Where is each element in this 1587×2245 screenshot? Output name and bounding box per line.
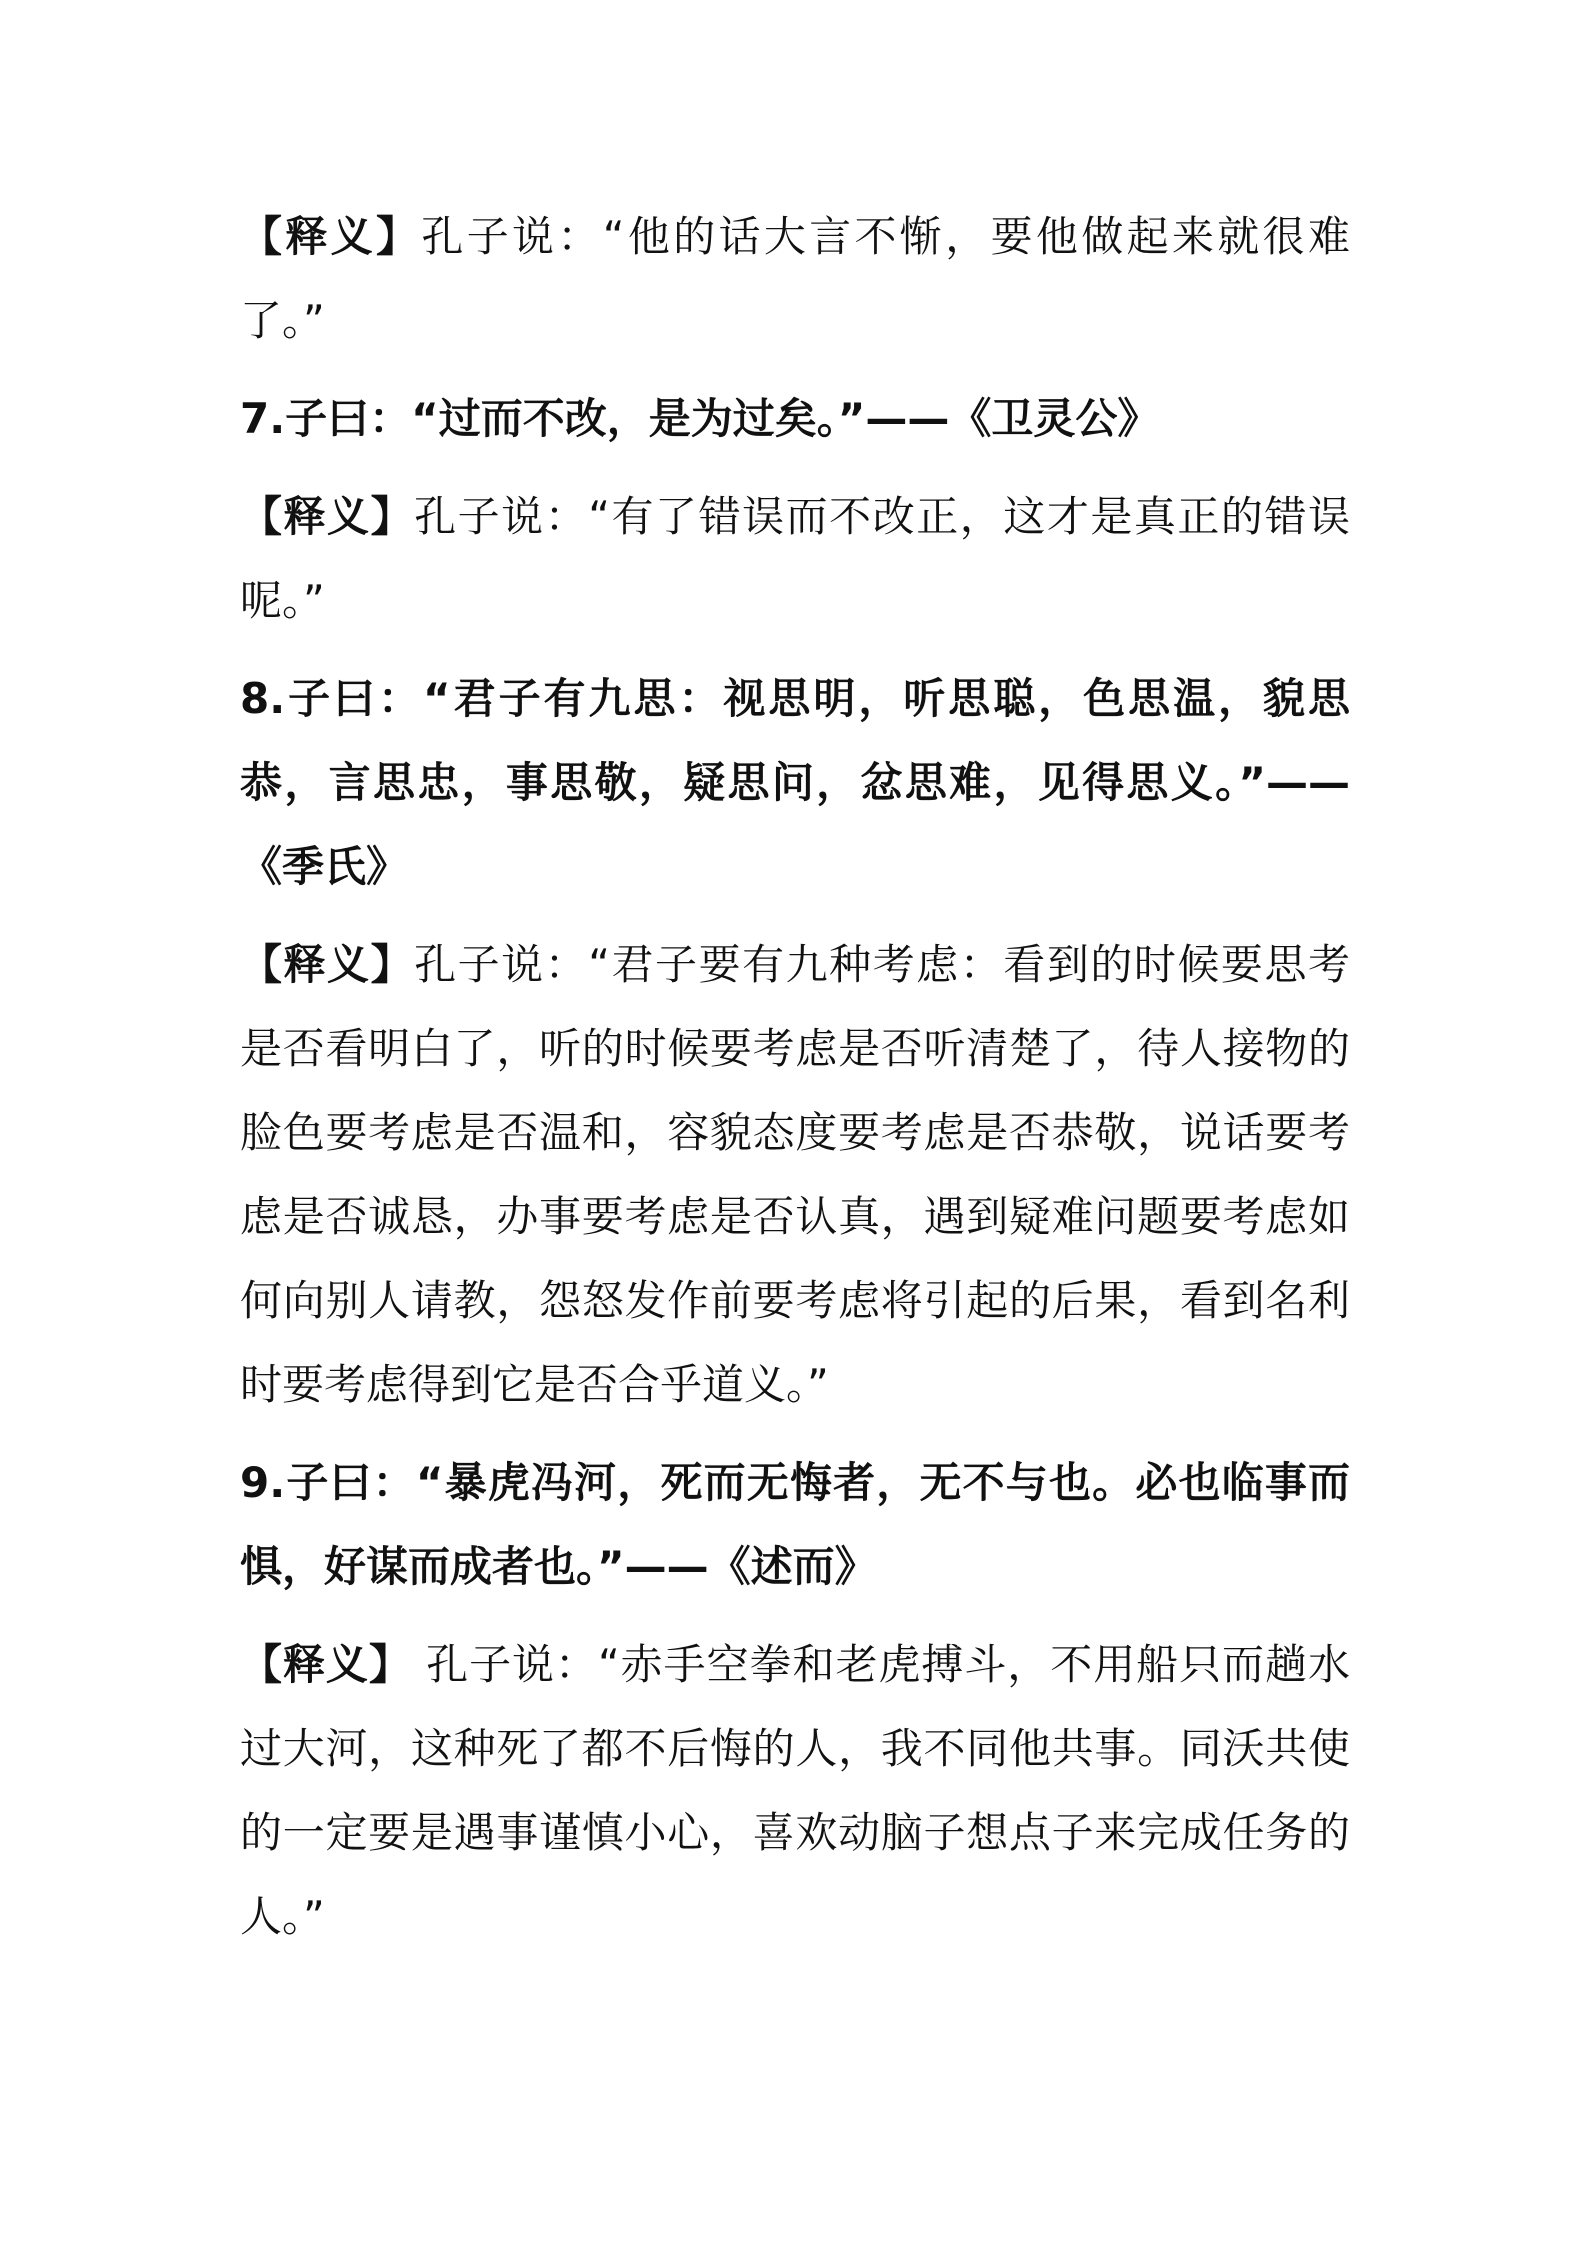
explanation-tag: 【释义】 — [240, 1640, 412, 1689]
explanation-tag: 【释义】 — [240, 940, 415, 989]
explanation-text: 孔子说：“赤手空拳和老虎搏斗，不用船只而趟水过大河，这种死了都不后悔的人，我不同他共事。同沃共使的一定要是遇事谨慎小心，喜欢动脑子想点子来完成任务的人。” — [240, 1640, 1350, 1941]
document-page — [240, 195, 1350, 1973]
explanation-paragraph — [240, 195, 1350, 363]
quote-paragraph: 7.子曰：“过而不改，是为过矣。”——《卫灵公》 — [240, 394, 1160, 443]
explanation-paragraph — [240, 1623, 1350, 1959]
explanation-tag: 【释义】 — [240, 212, 422, 261]
explanation-paragraph — [240, 923, 1350, 1427]
explanation-text: 孔子说：“君子要有九种考虑：看到的时候要思考是否看明白了，听的时候要考虑是否听清楚了，待人接物的脸色要考虑是否温和，容貌态度要考虑是否恭敬，说话要考虑是否诚恳，办事要考虑是否认真，遇到疑难问题要考虑如何向别人请教，怨怒发作前要考虑将引起的后果，看到名利时要考虑得到它是否合乎道义。” — [240, 940, 1350, 1409]
quote-paragraph: 9.子曰：“暴虎冯河，死而无悔者，无不与也。必也临事而惧，好谋而成者也。”——《述而》 — [240, 1458, 1350, 1591]
explanation-tag: 【释义】 — [240, 492, 415, 541]
quote-paragraph: 8.子曰：“君子有九思：视思明，听思聪，色思温，貌思恭，言思忠，事思敬，疑思问，忿思难，见得思义。”——《季氏》 — [240, 674, 1350, 891]
explanation-paragraph — [240, 475, 1350, 643]
explanation-text: 孔子说：“他的话大言不惭，要他做起来就很难了。” — [240, 212, 1350, 345]
explanation-text: 孔子说：“有了错误而不改正，这才是真正的错误呢。” — [240, 492, 1350, 625]
